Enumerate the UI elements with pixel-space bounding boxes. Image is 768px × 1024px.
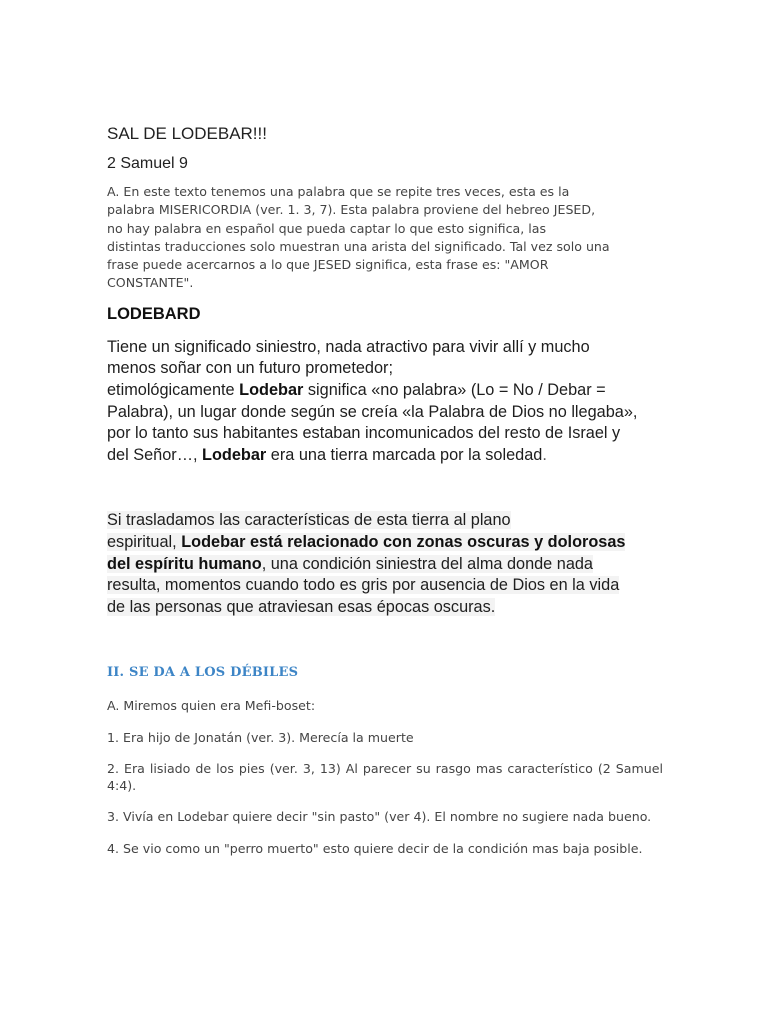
intro-line: palabra MISERICORDIA (ver. 1. 3, 7). Esta palabra proviene del hebreo JESED, [107,202,596,218]
paragraph-text: era una tierra marcada por la soledad [266,445,543,464]
intro-line: CONSTANTE". [107,275,194,291]
document-page [107,122,663,857]
intro-line: distintas traducciones solo muestran una arista del significado. Tal vez solo una [107,238,610,254]
paragraph-line: por lo tanto sus habitantes estaban incomunicados del resto de Israel y [107,424,621,443]
bold-phrase: Lodebar está relacionado con zonas oscuras y dolorosas [181,532,626,551]
list-item: 4. Se vio como un "perro muerto" esto quiere decir de la condición mas baja posible. [107,840,643,856]
highlighted-text [107,511,625,615]
paragraph-text: del Señor…, [107,445,203,464]
intro-paragraph [107,183,663,293]
scripture-reference: 2 Samuel 9 [107,155,188,172]
intro-line: A. En este texto tenemos una palabra que se repite tres veces, esta es la [107,184,570,199]
list-item: 3. Vivía en Lodebar quiere decir "sin pasto" (ver 4). El nombre no sugiere nada bueno. [107,809,652,825]
bold-phrase: del espíritu humano [107,554,262,573]
lodebard-heading: LODEBARD [107,304,201,323]
lodebard-paragraph [107,337,663,467]
list-item: 2. Era lisiado de los pies (ver. 3, 13) Al parecer su rasgo mas característico (2 Samuel 4:4). [107,761,663,793]
bold-term: Lodebar [202,445,267,464]
list-item: A. Miremos quien era Mefi-boset: [107,698,316,714]
paragraph-text: significa «no palabra» (Lo = No / Debar = [303,380,606,399]
paragraph-line: de las personas que atraviesan esas épocas oscuras. [107,597,496,616]
paragraph-text: etimológicamente [107,380,240,399]
section-heading: II. SE DA A LOS DÉBILES [107,665,299,681]
paragraph-end: . [542,445,547,464]
intro-line: frase puede acercarnos a lo que JESED significa, esta frase es: "AMOR [107,257,549,273]
bold-term: Lodebar [239,380,304,399]
list-item: 1. Era hijo de Jonatán (ver. 3). Merecía la muerte [107,729,414,745]
intro-line: no hay palabra en español que pueda captar lo que esto significa, las [107,220,547,236]
paragraph-text: , una condición siniestra del alma donde nada [261,554,593,573]
paragraph-line: Palabra), un lugar donde según se creía «la Palabra de Dios no llegaba», [107,402,638,421]
paragraph-line: Si trasladamos las características de esta tierra al plano [107,511,511,530]
spiritual-paragraph [107,510,663,618]
paragraph-line: resulta, momentos cuando todo es gris por ausencia de Dios en la vida [107,576,620,595]
paragraph-text: espiritual, [107,532,182,551]
paragraph-line: Tiene un significado siniestro, nada atractivo para vivir allí y mucho [107,337,590,356]
document-title: SAL DE LODEBAR!!! [107,124,267,143]
paragraph-line: menos soñar con un futuro prometedor; [107,359,393,378]
